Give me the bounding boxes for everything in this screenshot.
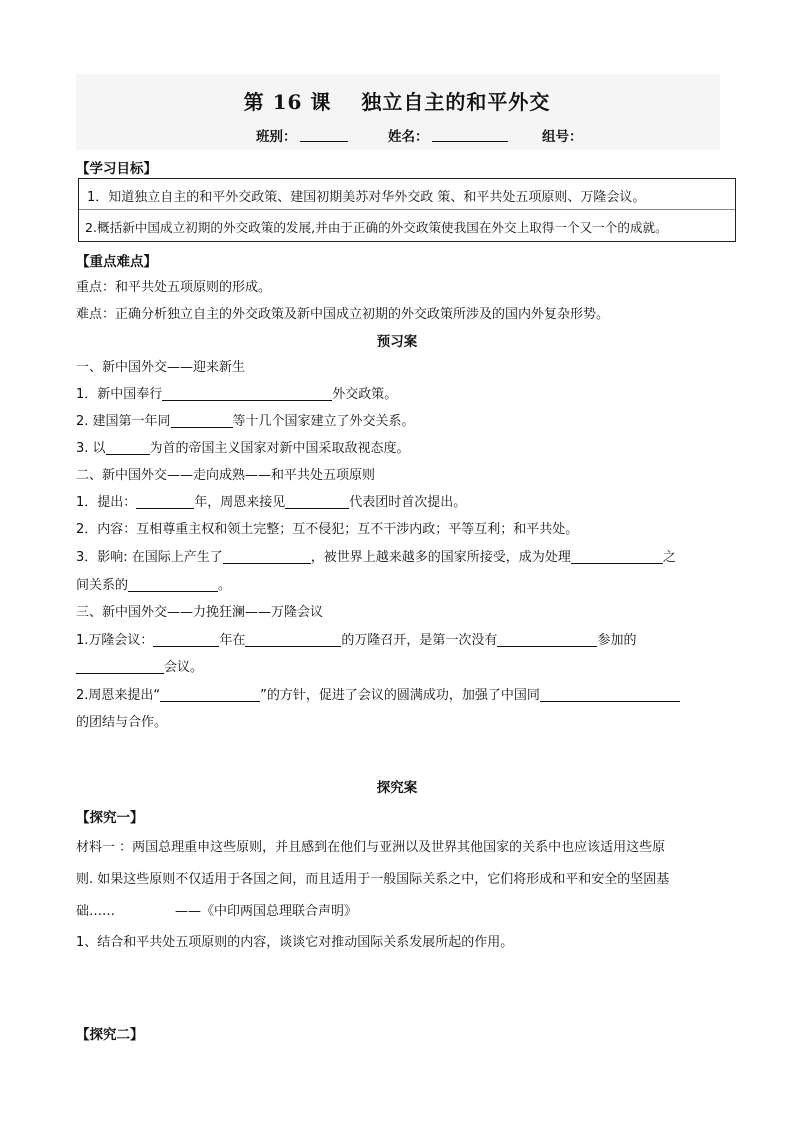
lesson-title: 独立自主的和平外交 xyxy=(361,90,551,114)
explore-question-1: 1、结合和平共处五项原则的内容，谈谈它对推动国际关系发展所起的作用。 xyxy=(76,935,514,950)
blank-field[interactable] xyxy=(540,687,680,702)
material-line-3: 础…… ——《中印两国总理联合声明》 xyxy=(76,904,358,919)
group-label: 组号： xyxy=(542,129,583,145)
blank-field[interactable] xyxy=(76,659,164,674)
preview-s2-q2: 2．内容：互相尊重主权和领土完整；互不侵犯；互不干涉内政；平等互利；和平共处。 xyxy=(76,522,579,537)
goals-divider xyxy=(79,209,735,210)
material-line-2: 则. 如果这些原则不仅适用于各国之间，而且适用于一般国际关系之中，它们将形成和平和安全的坚固基 xyxy=(76,872,670,887)
blank-field[interactable] xyxy=(162,386,332,401)
blank-field[interactable] xyxy=(223,549,311,564)
blank-field[interactable] xyxy=(160,687,260,702)
explore-2-heading: 【探究二】 xyxy=(76,1027,144,1043)
goals-box xyxy=(78,178,736,242)
blank-field[interactable] xyxy=(171,413,233,428)
blank-field[interactable] xyxy=(128,577,218,592)
preview-heading: 预习案 xyxy=(376,334,418,350)
preview-s2-q3-cont: 间关系的 。 xyxy=(76,578,232,593)
goal-item-2: 2.概括新中国成立初期的外交政策的发展,并由于正确的外交政策使我国在外交上取得一个又一个的成就。 xyxy=(85,220,668,235)
difficult-point: 难点：正确分析独立自主的外交政策及新中国成立初期的外交政策所涉及的国内外复杂形势。 xyxy=(76,307,610,322)
blank-field[interactable] xyxy=(136,494,194,509)
preview-q2: 2. 建国第一年同 等十几个国家建立了外交关系。 xyxy=(76,414,415,429)
preview-s3-q1: 1.万隆会议： 年在 的万隆召开，是第一次没有 参加的 xyxy=(76,633,637,648)
class-label: 班别： xyxy=(256,129,297,145)
preview-s3-q2: 2.周恩来提出“ ”的方针，促进了会议的圆满成功，加强了中国同 xyxy=(76,684,680,703)
key-points-heading: 【重点难点】 xyxy=(76,254,157,270)
preview-s3-q1-cont: 会议。 xyxy=(76,656,203,675)
blank-field[interactable] xyxy=(497,632,597,647)
preview-q3: 3. 以 为首的帝国主义国家对新中国采取敌视态度。 xyxy=(76,441,410,456)
explore-heading: 探究案 xyxy=(376,780,418,796)
blank-field[interactable] xyxy=(285,494,349,509)
blank-field[interactable] xyxy=(571,549,663,564)
blank-field[interactable] xyxy=(106,440,150,455)
goal-item-1: 1．知道独立自主的和平外交政策、建国初期美苏对华外交政 策、和平共处五项原则、万隆会议。 xyxy=(87,190,646,205)
explore-1-heading: 【探究一】 xyxy=(76,810,144,826)
preview-section-2-title: 二、新中国外交——走向成熟——和平共处五项原则 xyxy=(76,468,376,483)
material-line-1: 材料一 ：两国总理重申这些原则，并且感到在他们与亚洲以及世界其他国家的关系中也应该适用这些原 xyxy=(76,840,666,855)
preview-s2-q1: 1．提出： 年，周恩来接见 代表团时首次提出。 xyxy=(76,495,467,510)
page-title xyxy=(0,86,794,115)
material-source: ——《中印两国总理联合声明》 xyxy=(175,904,358,919)
blank-field[interactable] xyxy=(245,632,341,647)
lesson-number: 第 16 课 xyxy=(243,90,332,114)
class-field[interactable] xyxy=(300,141,348,142)
blank-field[interactable] xyxy=(153,632,219,647)
preview-q1: 1．新中国奉行 外交政策。 xyxy=(76,387,398,402)
key-point: 重点：和平共处五项原则的形成。 xyxy=(76,280,272,295)
goals-heading: 【学习目标】 xyxy=(76,161,157,177)
preview-s2-q3: 3．影响: 在国际上产生了 ，被世界上越来越多的国家所接受，成为处理 之 xyxy=(76,550,676,565)
preview-section-1-title: 一、新中国外交——迎来新生 xyxy=(76,360,246,375)
name-field[interactable] xyxy=(432,141,508,142)
preview-s3-q2-cont: 的团结与合作。 xyxy=(76,715,168,730)
preview-section-3-title: 三、新中国外交——力挽狂澜——万隆会议 xyxy=(76,605,324,620)
name-label: 姓名： xyxy=(388,129,429,145)
